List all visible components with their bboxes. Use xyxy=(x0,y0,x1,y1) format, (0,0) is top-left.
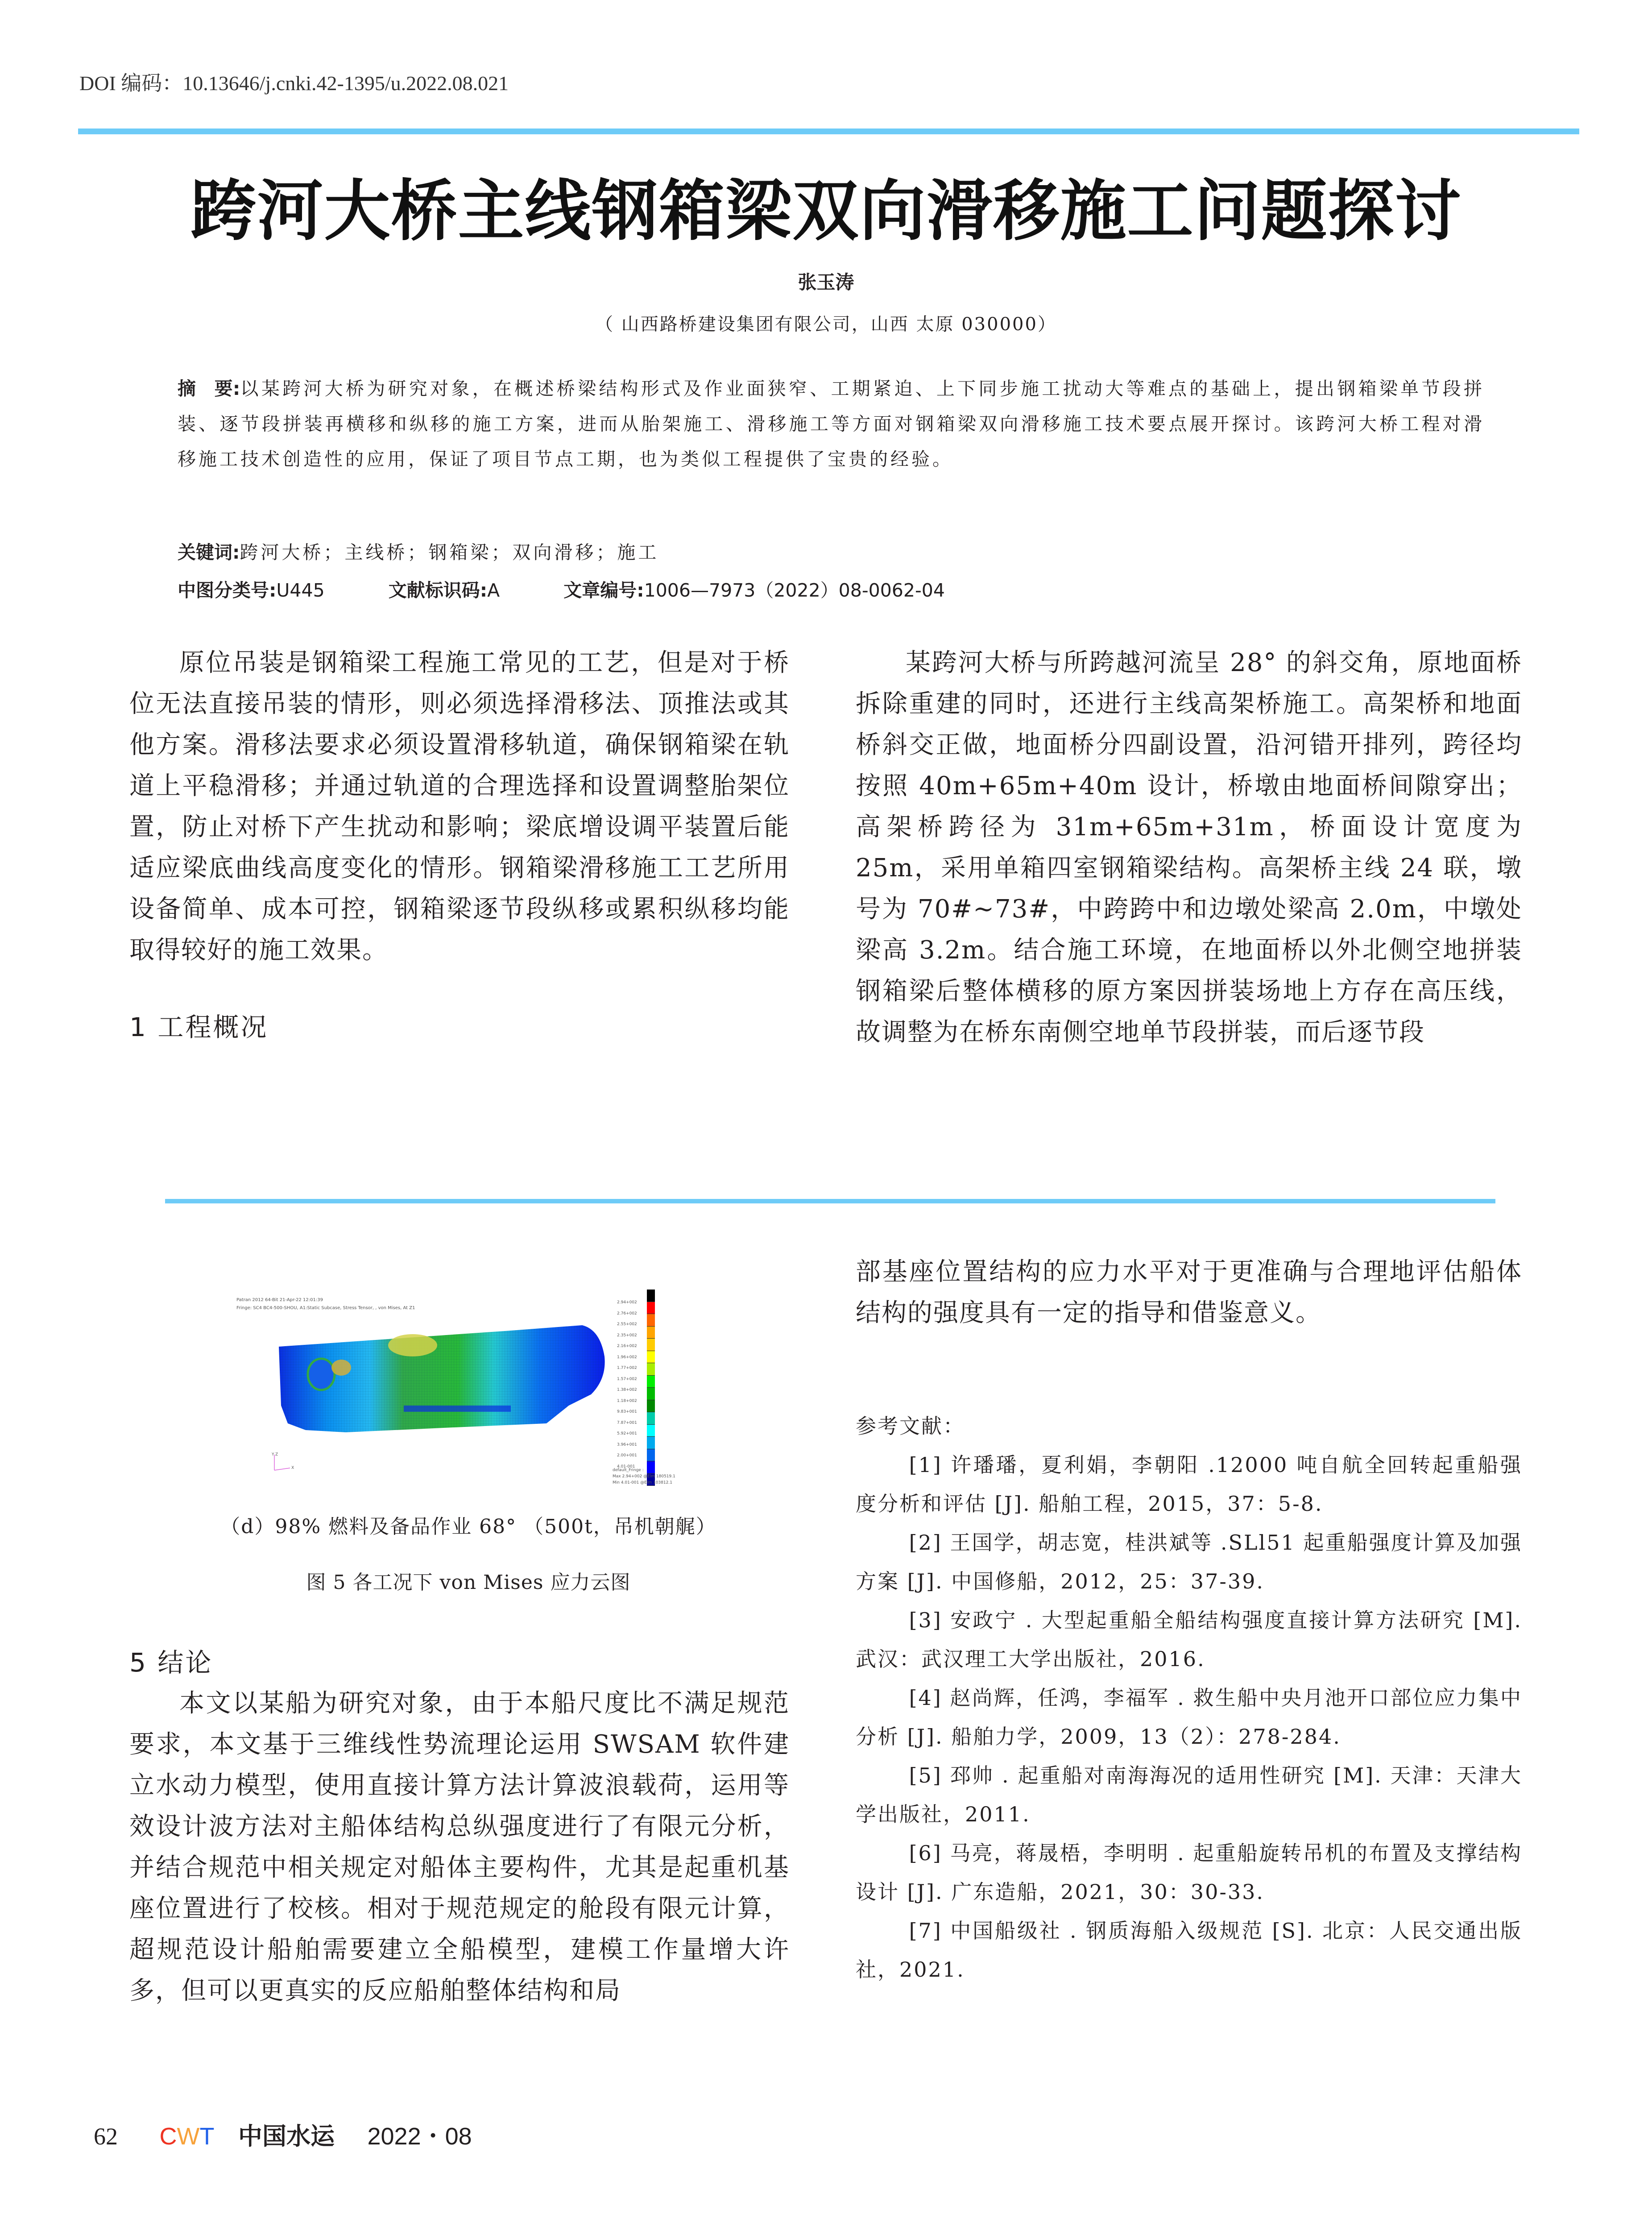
legend-swatch xyxy=(647,1437,655,1449)
section-1-paragraph: 某跨河大桥与所跨越河流呈 28° 的斜交角，原地面桥拆除重建的同时，还进行主线高架桥施工。高架桥和地面桥斜交正做，地面桥分四副设置，沿河错开排列，跨径均按照 40m+65m+40m 设计，桥墩由地面桥间隙穿出；高架桥跨径为 31m+65m+31m，桥面设计宽度为 25m，采用单箱四室钢箱梁结构。高架桥主线 24 联，墩号为 70#~73#，中跨跨中和边墩处梁高 2.0m，中墩处梁高 3.2m。结合施工环境，在地面桥以外北侧空地拼装钢箱梁后整体横移的原方案因拼装场地上方存在高压线，故调整为在桥东南侧空地单节段拼装，而后逐节段 xyxy=(856,648,1522,1047)
legend-swatch xyxy=(647,1400,655,1413)
legend-label: 5.92+001 xyxy=(617,1431,637,1436)
axis-x-label: X xyxy=(291,1466,294,1470)
legend-label: 1.57+002 xyxy=(617,1377,637,1381)
legend-label: 2.16+002 xyxy=(617,1344,637,1348)
right-column-bottom xyxy=(856,1252,1522,1334)
legend-label: 4.01-001 xyxy=(617,1464,635,1469)
abstract-text: 以某跨河大桥为研究对象，在概述桥梁结构形式及作业面狭窄、工期紧迫、上下同步施工扰动大等难点的基础上，提出钢箱梁单节段拼装、逐节段拼装再横移和纵移的施工方案，进而从胎架施工、滑移施工等方面对钢箱梁双向滑移施工技术要点展开探讨。该跨河大桥工程对滑移施工技术创造性的应用，保证了项目节点工期，也为类似工程提供了宝贵的经验。 xyxy=(178,378,1485,470)
abstract-label: 摘 要: xyxy=(178,378,240,399)
left-column-top xyxy=(129,643,790,1048)
reference-item: [6] 马亮，蒋晟梧，李明明 . 起重船旋转吊机的布置及支撑结构设计 [J]. 广东造船，2021，30：30-33. xyxy=(856,1841,1522,1904)
logo-letter-w: W xyxy=(177,2123,200,2150)
legend-swatch xyxy=(647,1412,655,1425)
references-title: 参考文献： xyxy=(856,1414,965,1438)
journal-name: 中国水运 xyxy=(238,2122,335,2150)
legend-label: 1.38+002 xyxy=(617,1388,637,1392)
author-name: 张玉涛 xyxy=(798,271,854,293)
reference-item: [1] 许璠璠，夏利娟，李朝阳 .12000 吨自航全回转起重船强度分析和评估 [J]. 船舶工程，2015，37：5-8. xyxy=(856,1453,1522,1516)
legend-max: Max 2.94+002 @Elm 180519.1 xyxy=(613,1474,675,1479)
legend-label: 2.00+001 xyxy=(617,1453,637,1458)
abstract xyxy=(178,371,1485,477)
legend-label: 1.18+002 xyxy=(617,1398,637,1403)
journal-logo xyxy=(160,2123,215,2150)
reference-item: [3] 安政宁 . 大型起重船全船结构强度直接计算方法研究 [M]. 武汉：武汉理工大学出版社，2016. xyxy=(856,1608,1522,1671)
legend-label: 2.35+002 xyxy=(617,1333,637,1338)
legend-label: 1.77+002 xyxy=(617,1366,637,1370)
legend-swatch xyxy=(647,1327,655,1339)
legend-swatch xyxy=(647,1363,655,1376)
ship-stress-contour xyxy=(234,1290,636,1493)
page-footer xyxy=(94,2117,472,2152)
author-affiliation: （ 山西路桥建设集团有限公司，山西 太原 030000） xyxy=(595,314,1057,335)
axis-z-label: Z xyxy=(275,1452,278,1457)
article-no-label: 文章编号: xyxy=(563,580,644,601)
doc-code-value: A xyxy=(487,580,500,601)
figure-software-header: Patran 2012 64-Bit 21-Apr-22 12:01:39 xyxy=(236,1298,323,1302)
legend-swatch xyxy=(647,1461,655,1474)
legend-swatch xyxy=(647,1339,655,1351)
color-legend-bar xyxy=(647,1290,655,1486)
legend-label: 9.83+001 xyxy=(617,1410,637,1414)
legend-label: 1.96+002 xyxy=(617,1355,637,1360)
legend-label: 7.87+001 xyxy=(617,1420,637,1425)
legend-swatch xyxy=(647,1425,655,1437)
keywords-label: 关键词: xyxy=(178,542,240,563)
mid-divider xyxy=(165,1199,1495,1203)
references-list xyxy=(856,1446,1522,1989)
clc-value: U445 xyxy=(276,580,325,601)
figure-subcaption: （d）98% 燃料及备品作业 68° （500t，吊机朝艉） xyxy=(220,1515,716,1538)
legend-label: 2.55+002 xyxy=(617,1322,637,1327)
intro-paragraph: 原位吊装是钢箱梁工程施工常见的工艺，但是对于桥位无法直接吊装的情形，则必须选择滑移法、顶推法或其他方案。滑移法要求必须设置滑移轨道，确保钢箱梁在轨道上平稳滑移；并通过轨道的合理选择和设置调整胎架位置，防止对桥下产生扰动和影响；梁底增设调平装置后能适应梁底曲线高度变化的情形。钢箱梁滑移施工工艺所用设备简单、成本可控，钢箱梁逐节段纵移或累积纵移均能取得较好的施工效果。 xyxy=(129,648,790,965)
legend-min: Min 4.01-001 @Elm 103812.1 xyxy=(613,1480,672,1485)
legend-swatch xyxy=(647,1449,655,1462)
legend-swatch xyxy=(647,1302,655,1315)
left-column-bottom xyxy=(129,1642,790,2011)
crane-pedestal xyxy=(308,1359,335,1390)
reference-item: [2] 王国学，胡志宽，桂洪斌等 .SLl51 起重船强度计算及加强方案 [J]. 中国修船，2012，25：37-39. xyxy=(856,1530,1522,1593)
yellow-stress-zone xyxy=(388,1334,437,1356)
legend-label: 2.76+002 xyxy=(617,1311,637,1316)
legend-label: 3.96+001 xyxy=(617,1442,637,1447)
top-divider xyxy=(78,129,1579,134)
issue-date: 2022・08 xyxy=(367,2123,472,2150)
reference-item: [4] 赵尚辉，任鸿，李福军 . 救生船中央月池开口部位应力集中分析 [J]. 船舶力学，2009，13（2）：278-284. xyxy=(856,1686,1522,1749)
clc-label: 中图分类号: xyxy=(178,580,277,601)
classification-line xyxy=(178,576,945,602)
fea-stress-figure xyxy=(234,1290,703,1493)
logo-letter-c: C xyxy=(159,2123,177,2150)
doc-code-label: 文献标识码: xyxy=(388,580,488,601)
legend-label: 2.94+002 xyxy=(617,1300,637,1305)
axis-y-label: Y xyxy=(272,1452,274,1457)
legend-swatch xyxy=(647,1314,655,1327)
logo-letter-t: T xyxy=(199,2123,215,2150)
section-5-heading: 5 结论 xyxy=(129,1647,213,1678)
keywords xyxy=(178,538,659,564)
axis-triad xyxy=(274,1455,290,1470)
figure-fringe-header: Fringe: SC4 BC4-500-SHOU, A1:Static Subcase, Stress Tensor, , von Mises, At Z1 xyxy=(236,1306,415,1310)
legend-swatch xyxy=(647,1376,655,1388)
right-column-top xyxy=(856,643,1522,1053)
keywords-text: 跨河大桥；主线桥；钢箱梁；双向滑移；施工 xyxy=(240,542,659,563)
legend-swatch xyxy=(647,1388,655,1400)
continuation-paragraph: 部基座位置结构的应力水平对于更准确与合理地评估船体结构的强度具有一定的指导和借鉴意义。 xyxy=(856,1257,1522,1327)
legend-swatch xyxy=(647,1351,655,1364)
page-number: 62 xyxy=(94,2123,118,2150)
article-no-value: 1006—7973（2022）08-0062-04 xyxy=(644,580,945,601)
legend-swatch xyxy=(647,1290,655,1302)
section-5-paragraph: 本文以某船为研究对象，由于本船尺度比不满足规范要求，本文基于三维线性势流理论运用 SWSAM 软件建立水动力模型，使用直接计算方法计算波浪载荷，运用等效设计波方法对主船体结构总纵强度进行了有限元分析，并结合规范中相关规定对船体主要构件，尤其是起重机基座位置进行了校核。相对于规范规定的舱段有限元计算，超规范设计船舶需要建立全船模型，建模工作量增大许多，但可以更真实的反应船舶整体结构和局 xyxy=(129,1689,790,2005)
legend-title: default_Fringe : xyxy=(613,1468,644,1472)
doi-line: DOI 编码：10.13646/j.cnki.42-1395/u.2022.08.021 xyxy=(79,72,509,95)
article-title: 跨河大桥主线钢箱梁双向滑移施工问题探讨 xyxy=(190,172,1462,249)
section-1-heading: 1 工程概况 xyxy=(129,1012,269,1042)
figure-caption: 图 5 各工况下 von Mises 应力云图 xyxy=(306,1571,631,1594)
reference-item: [7] 中国船级社 . 钢质海船入级规范 [S]. 北京：人民交通出版社，2021. xyxy=(856,1919,1522,1982)
reference-item: [5] 邳帅 . 起重船对南海海况的适用性研究 [M]. 天津：天津大学出版社，2011. xyxy=(856,1763,1522,1826)
